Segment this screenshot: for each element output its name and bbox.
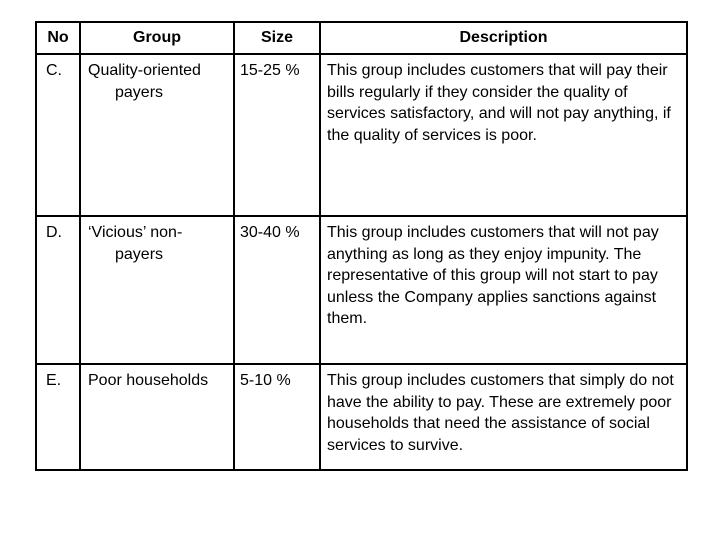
group-name-continued: payers [115,83,164,101]
group-size: 30-40 % [240,224,300,241]
table-header-row [36,22,687,54]
row-number: D. [46,224,62,241]
header-description: Description [320,22,687,54]
header-no: No [36,22,80,54]
row-number-cell [36,54,80,216]
row-number: C. [46,62,62,79]
group-name: ‘Vicious’ non- [88,224,183,241]
description-cell [320,54,687,216]
table-row [36,54,687,216]
table-row [36,216,687,364]
row-number-cell [36,216,80,364]
row-number: E. [46,372,62,389]
group-description: This group includes customers that will not pay anything as long as they enjoy impunity. The representative of this group will not start to pay unless the Company applies sanctions against them. [327,224,659,327]
row-number-cell [36,364,80,470]
size-cell [234,216,320,364]
group-cell [80,54,234,216]
size-cell [234,54,320,216]
header-size: Size [234,22,320,54]
group-cell [80,216,234,364]
table-row [36,364,687,470]
group-description: This group includes customers that simply do not have the ability to pay. These are extremely poor households that need the assistance of social services to survive. [327,372,674,454]
group-description: This group includes customers that will pay their bills regularly if they consider the quality of services satisfactory, and will not pay anything, if the quality of services is poor. [327,62,671,144]
group-size: 15-25 % [240,62,300,79]
group-name-continued: payers [115,245,164,263]
group-name: Quality-oriented [88,62,201,79]
description-cell [320,216,687,364]
size-cell [234,364,320,470]
group-name: Poor households [88,372,209,389]
group-size: 5-10 % [240,372,291,389]
customer-groups-table [35,21,688,471]
header-group: Group [80,22,234,54]
group-cell [80,364,234,470]
description-cell [320,364,687,470]
